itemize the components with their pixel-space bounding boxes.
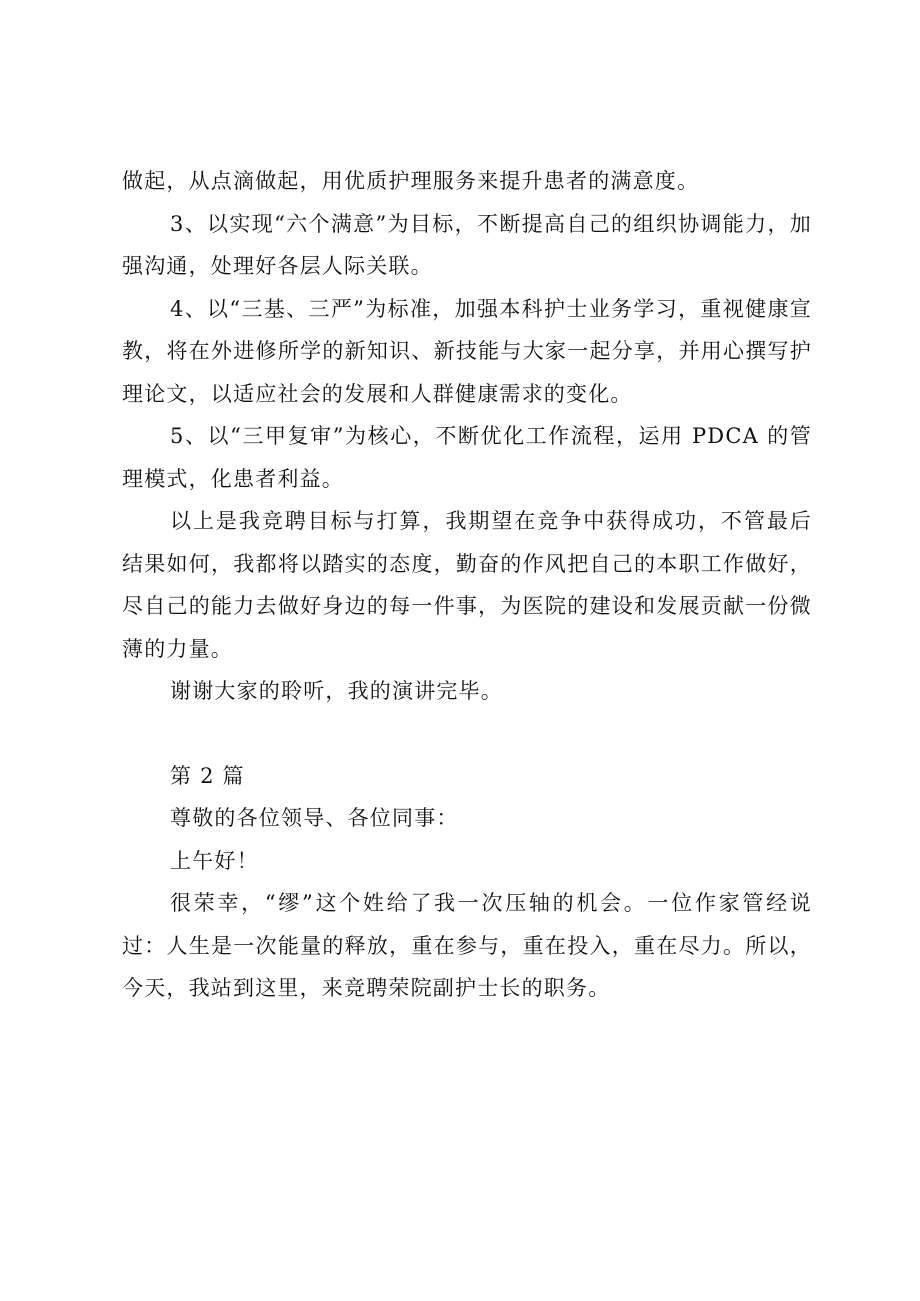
- paragraph-conclusion: 以上是我竞聘目标与打算，我期望在竞争中获得成功，不管最后结果如何，我都将以踏实的态度，勤奋的作风把自己的本职工作做好，尽自己的能力去做好身边的每一件事，为医院的建设和发展贡献一份微薄的力量。: [122, 509, 812, 661]
- paragraph-greeting: 上午好！: [170, 848, 259, 873]
- paragraph-thanks: 谢谢大家的聆听，我的演讲完毕。: [170, 679, 503, 703]
- paragraph-goal-4: 4、以“三基、三严”为标准，加强本科护士业务学习，重视健康宣教，将在外进修所学的新知识、新技能与大家一起分享，并用心撰写护理论文，以适应社会的发展和人群健康需求的变化。: [122, 296, 812, 406]
- paragraph-salutation: 尊敬的各位领导、各位同事：: [170, 806, 459, 830]
- paragraph-continuation: 做起，从点滴做起，用优质护理服务来提升患者的满意度。: [122, 169, 700, 193]
- document-body: [122, 160, 812, 1010]
- paragraph-goal-5: 5、以“三甲复审”为核心，不断优化工作流程，运用 PDCA 的管理模式，化患者利益。: [122, 424, 812, 491]
- paragraph-opening: 很荣幸，“缪”这个姓给了我一次压轴的机会。一位作家管经说过：人生是一次能量的释放，重在参与，重在投入，重在尽力。所以，今天，我站到这里，来竞聘荣院副护士长的职务。: [122, 891, 812, 1000]
- paragraph-goal-3: 3、以实现“六个满意”为目标，不断提高自己的组织协调能力，加强沟通，处理好各层人际关联。: [122, 211, 812, 278]
- section-heading: 第 2 篇: [170, 763, 245, 788]
- section-spacer: [122, 713, 812, 755]
